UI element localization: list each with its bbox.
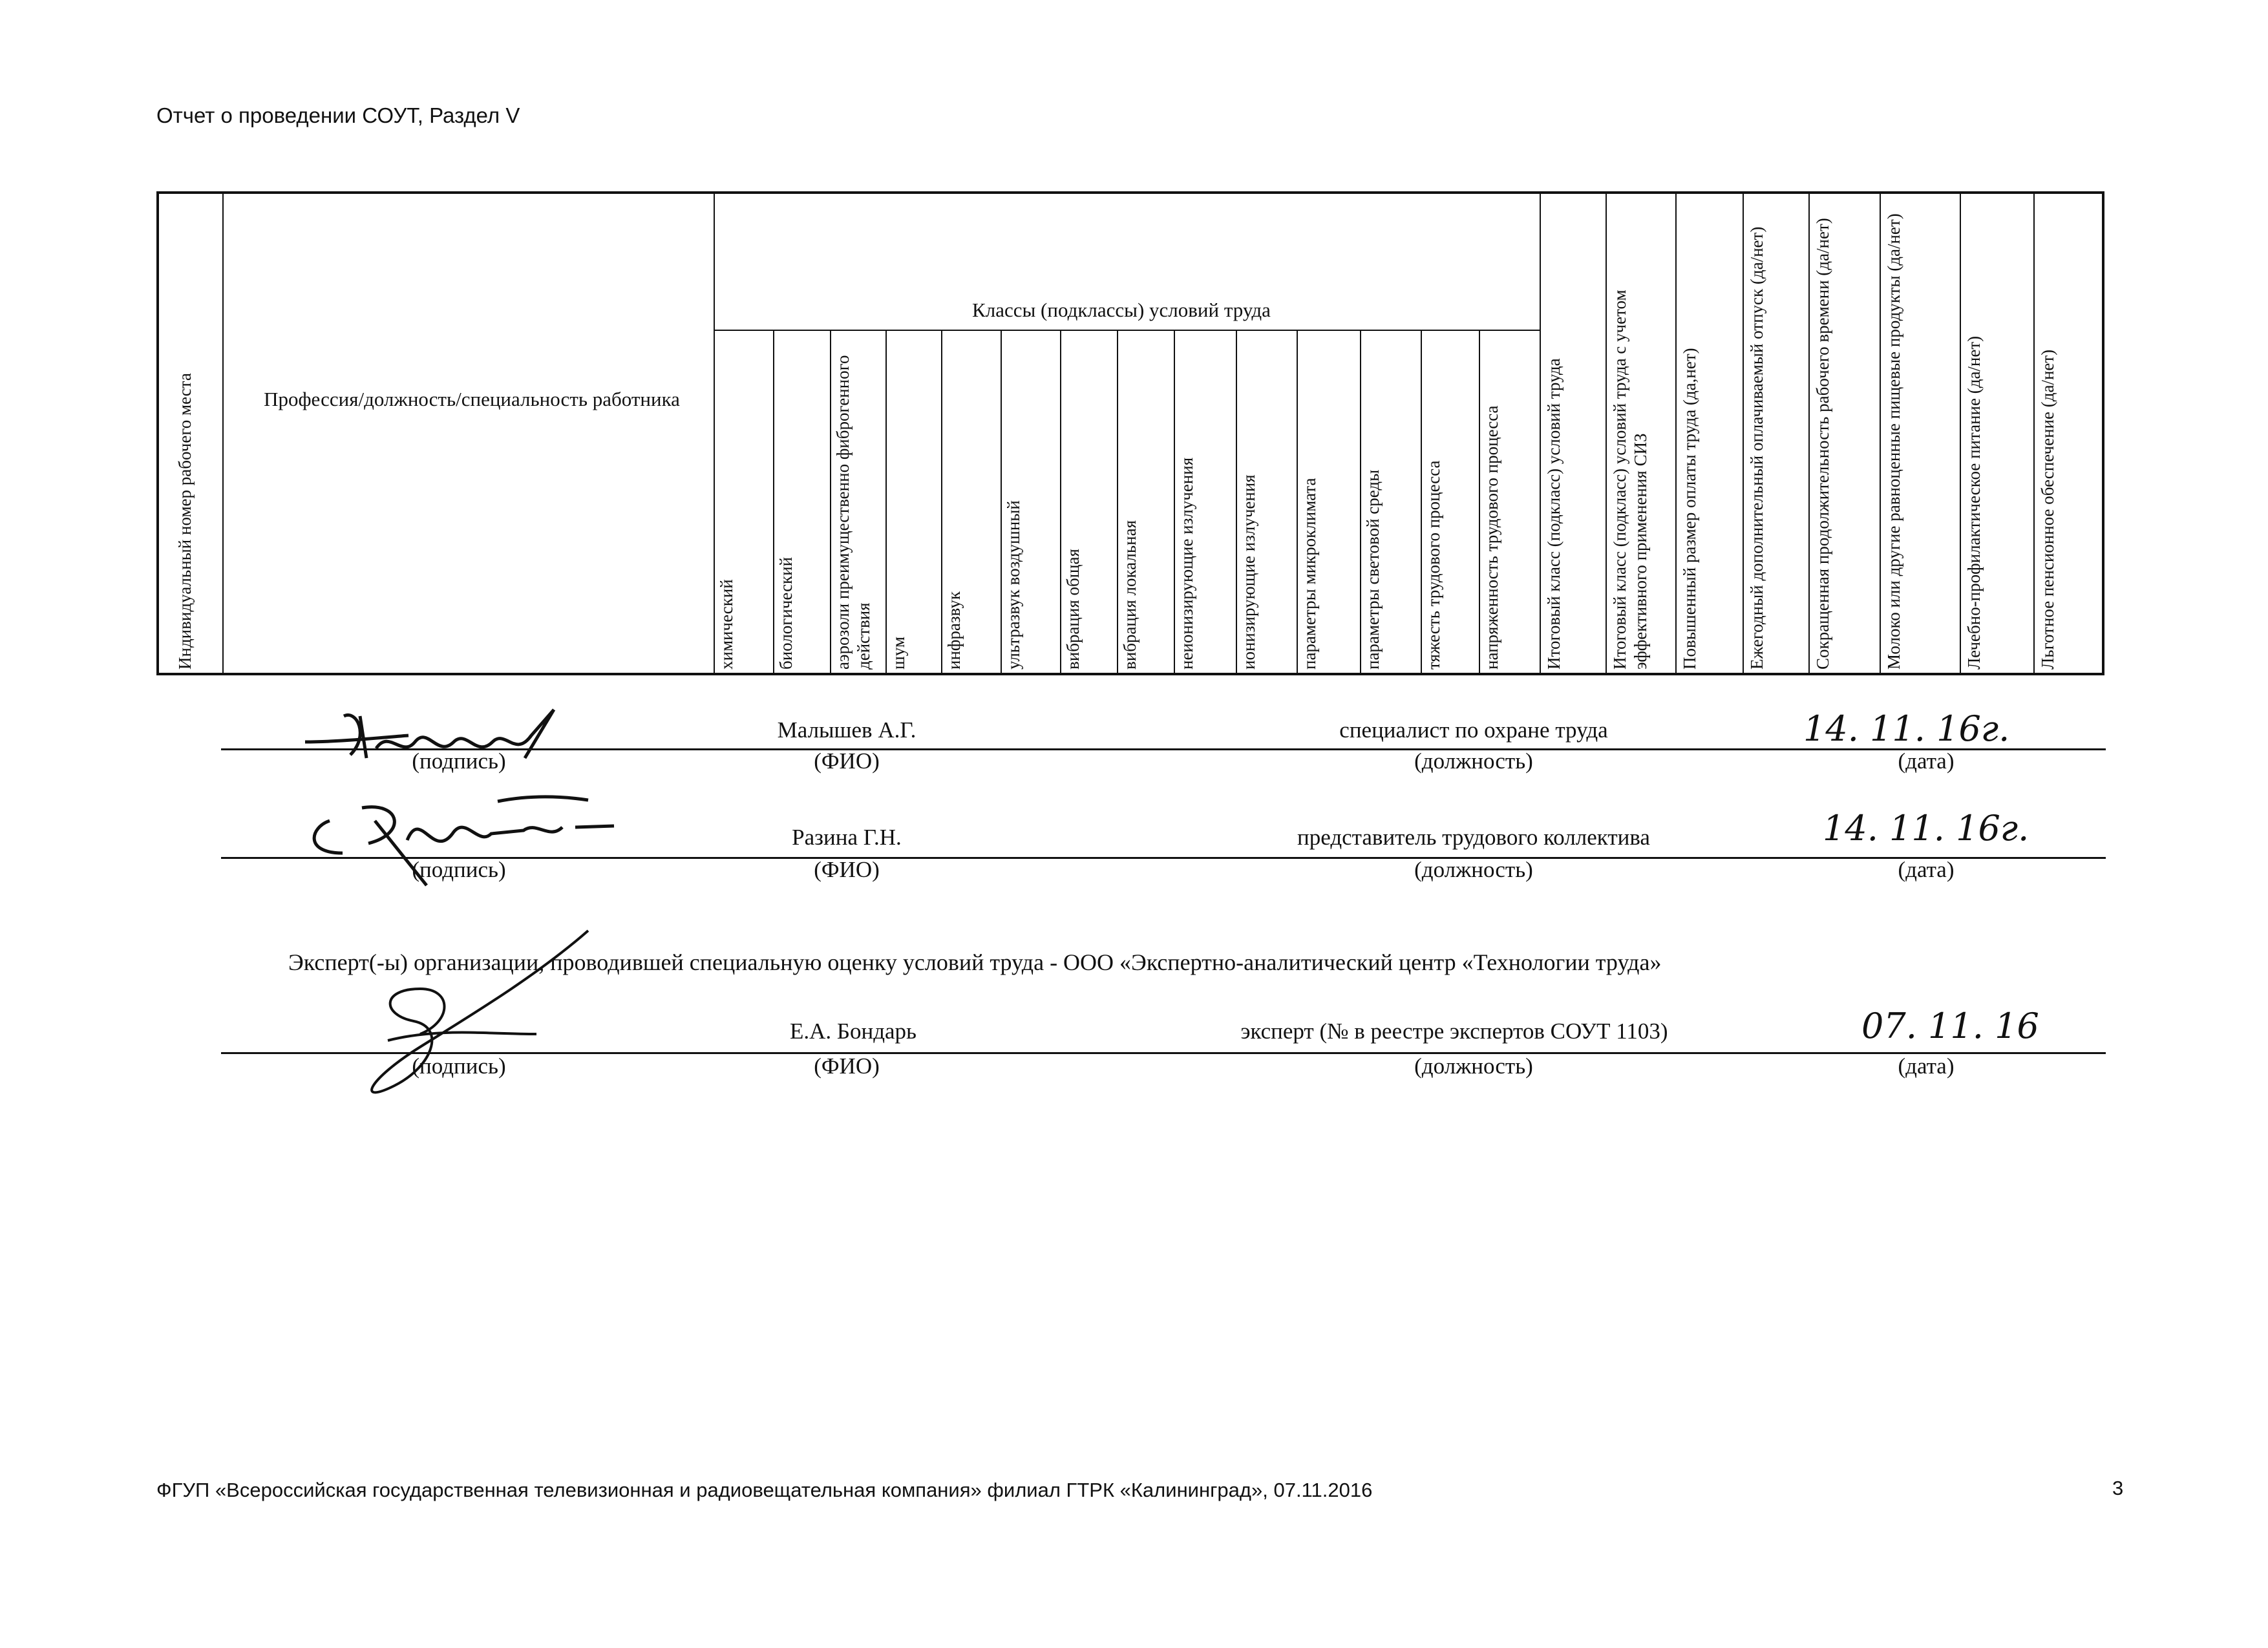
header-workplace-number: Индивидуальный номер рабочего места [175, 373, 195, 670]
factor-header: аэрозоли преимущественно фиброгенного действия [833, 355, 873, 670]
factor-header: вибрация локальная [1120, 520, 1139, 670]
factor-divider [830, 330, 831, 673]
col-divider [2033, 194, 2035, 673]
factor-header: инфразвук [944, 591, 964, 670]
label-date: (дата) [1898, 1053, 1955, 1079]
label-name: (ФИО) [814, 1053, 880, 1079]
factor-divider [885, 330, 887, 673]
document-footer: ФГУП «Всероссийская государственная телевизионная и радиовещательная компания» филиал ГТРК «Калининград», 07.11.2016 [156, 1479, 1373, 1501]
col-divider [1675, 194, 1677, 673]
summary-column-header: Повышенный размер оплаты труда (да,нет) [1680, 348, 1699, 670]
expert-position: эксперт (№ в реестре экспертов СОУТ 1103) [1240, 1019, 1668, 1044]
summary-column-header: Итоговый класс (подкласс) условий труда [1544, 358, 1563, 670]
label-date: (дата) [1898, 857, 1955, 882]
factor-divider [941, 330, 942, 673]
label-name: (ФИО) [814, 748, 880, 774]
signer-name: Малышев А.Г. [777, 717, 917, 743]
factor-header: параметры микроклимата [1300, 478, 1319, 670]
factor-header: тяжесть трудового процесса [1424, 460, 1443, 670]
label-date: (дата) [1898, 748, 1955, 774]
col-divider [714, 194, 715, 673]
header-profession: Профессия/должность/специальность работника [264, 388, 680, 410]
factor-divider [1117, 330, 1118, 673]
summary-column-header: Льготное пенсионное обеспечение (да/нет) [2038, 349, 2057, 670]
summary-column-header: Итоговый класс (подкласс) условий труда с учетом эффективного применения СИЗ [1610, 290, 1650, 670]
label-signature: (подпись) [412, 857, 506, 882]
summary-column-header: Молоко или другие равноценные пищевые продукты (да/нет) [1884, 213, 1903, 670]
label-position: (должность) [1414, 748, 1533, 774]
col-divider [1743, 194, 1744, 673]
factor-divider [1060, 330, 1061, 673]
factor-header: шум [889, 636, 908, 670]
factor-header: ультразвук воздушный [1004, 500, 1023, 670]
factor-header: неионизирующие излучения [1177, 457, 1196, 670]
signer-date: 14. 11. 16г. [1823, 808, 2030, 849]
expert-caption: Эксперт(-ы) организации, проводившей специальную оценку условий труда - ООО «Экспертно-аналитический центр «Технологии труда» [288, 949, 1662, 975]
expert-date: 07. 11. 16 [1861, 1006, 2039, 1046]
header-group-classes: Классы (подклассы) условий труда [972, 299, 1271, 321]
factor-header: вибрация общая [1063, 549, 1083, 670]
label-signature: (подпись) [412, 1053, 506, 1079]
summary-column-header: Ежегодный дополнительный оплачиваемый отпуск (да/нет) [1747, 226, 1766, 670]
summary-column-header: Сокращенная продолжительность рабочего времени (да/нет) [1813, 218, 1832, 670]
col-divider [1540, 194, 1541, 673]
factor-header: биологический [776, 556, 796, 670]
label-signature: (подпись) [412, 748, 506, 774]
signer-position: представитель трудового коллектива [1297, 825, 1650, 850]
factor-header: параметры световой среды [1363, 469, 1383, 670]
label-name: (ФИО) [814, 857, 880, 882]
factor-divider [1001, 330, 1002, 673]
signer-position: специалист по охране труда [1339, 717, 1608, 743]
col-divider [1808, 194, 1810, 673]
factor-header: ионизирующие излучения [1239, 474, 1258, 670]
signer-name: Разина Г.Н. [792, 825, 902, 850]
group-header-divider [714, 330, 1540, 331]
label-position: (должность) [1414, 1053, 1533, 1079]
factor-divider [1421, 330, 1422, 673]
report-title: Отчет о проведении СОУТ, Раздел V [156, 103, 520, 127]
col-divider [1606, 194, 1607, 673]
summary-column-header: Лечебно-профилактическое питание (да/нет) [1964, 335, 1984, 670]
col-divider [1880, 194, 1881, 673]
expert-name: Е.А. Бондарь [789, 1019, 917, 1044]
factor-divider [773, 330, 774, 673]
factor-header: напряженность трудового процесса [1482, 405, 1501, 670]
signer-date: 14. 11. 16г. [1803, 708, 2010, 749]
col-divider [222, 194, 224, 673]
page-number: 3 [2112, 1477, 2124, 1499]
col-divider [1960, 194, 1961, 673]
label-position: (должность) [1414, 857, 1533, 882]
factor-divider [1236, 330, 1237, 673]
factor-divider [1360, 330, 1361, 673]
factor-divider [1297, 330, 1298, 673]
factor-divider [1479, 330, 1480, 673]
factor-divider [1174, 330, 1175, 673]
factor-header: химический [717, 579, 736, 670]
